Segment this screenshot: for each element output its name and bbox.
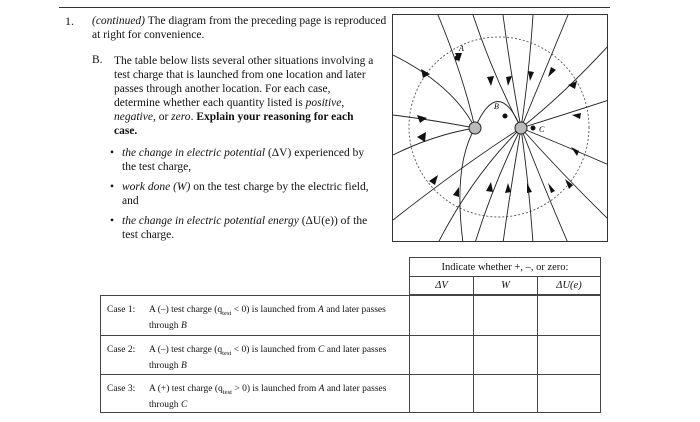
- or-word: or: [158, 111, 169, 123]
- field-line: [503, 128, 521, 242]
- list-item: • work done (W) on the test charge by the electric field, and: [110, 181, 369, 207]
- answer-cell-delta-u[interactable]: [538, 336, 600, 375]
- arrowhead: [528, 71, 534, 81]
- bullet-rest: (ΔV) experienced by the test charge,: [122, 147, 365, 173]
- case-sign: A (–) test charge (q: [149, 305, 223, 315]
- field-lines: [393, 15, 608, 242]
- question-number: 1.: [65, 14, 74, 28]
- case-cond: > 0) is launched from: [232, 384, 317, 394]
- bullet-italic: work done (W): [122, 181, 191, 193]
- qty-positive: positive: [305, 97, 342, 109]
- case-description: [149, 383, 404, 411]
- arrowhead: [487, 76, 494, 86]
- field-line: [473, 15, 521, 128]
- table-row: [101, 374, 600, 413]
- continued-label: (continued): [92, 15, 146, 27]
- label-b: B: [494, 102, 499, 111]
- case-from: A: [318, 384, 325, 394]
- equipotential-circle: [409, 37, 589, 217]
- case-cond: < 0) is launched from: [231, 305, 316, 315]
- answer-cell-work[interactable]: [474, 296, 537, 335]
- field-line: [521, 15, 533, 128]
- left-charge: [469, 122, 481, 134]
- point-b: [503, 114, 508, 119]
- col-delta-v: ΔV: [435, 280, 448, 291]
- field-line: [521, 128, 608, 165]
- field-line: [521, 45, 608, 128]
- field-diagram-svg: [393, 15, 608, 242]
- label-c: C: [539, 125, 545, 134]
- part-b-body: The table below lists several other situations involving a test charge that is launched from one location and later passes through another location. For each case, determine whether each quantity listed is: [114, 55, 374, 109]
- arrowhead: [429, 175, 438, 185]
- intro-rest: The diagram from the preceding page is reproduced at right for convenience.: [92, 15, 387, 41]
- answer-cell-work[interactable]: [474, 336, 537, 375]
- case-mid: and later passes through: [149, 345, 387, 371]
- col-delta-u: ΔU(e): [556, 280, 582, 291]
- part-b-letter: B.: [92, 54, 103, 66]
- quantity-list: [108, 146, 378, 248]
- case-table: [100, 295, 601, 413]
- arrowhead: [417, 115, 427, 123]
- label-a: A: [459, 44, 464, 53]
- field-line: [438, 15, 475, 128]
- bullet-rest: (ΔU(e)) of the test charge.: [122, 215, 368, 241]
- answer-cell-delta-v[interactable]: [410, 296, 473, 335]
- answer-cell-delta-v[interactable]: [410, 375, 473, 413]
- case-to: B: [180, 360, 187, 371]
- list-item: • the change in electric potential energy (ΔU(e)) of the test charge.: [110, 215, 368, 241]
- table-row: [101, 335, 600, 375]
- case-number: Case 1:: [107, 305, 136, 315]
- part-b-text: The table below lists several other situations involving a test charge that is launched from one location and later passes through another location. For each case, determine whether each quantity listed is positive, negative, or zero. Explain your reasoning for each case.: [114, 55, 374, 137]
- arrowhead: [505, 183, 511, 193]
- case-sub: test: [222, 309, 232, 317]
- intro-text: [92, 14, 392, 42]
- case-to: B: [180, 320, 187, 331]
- arrowhead: [506, 76, 512, 86]
- arrowheads: [417, 53, 581, 197]
- case-sub: test: [222, 349, 232, 357]
- case-sub: test: [222, 388, 233, 396]
- field-line: [393, 128, 475, 155]
- case-number: Case 3:: [107, 384, 136, 394]
- case-mid: and later passes through: [149, 305, 386, 331]
- bullet-italic: the change in electric potential: [122, 147, 266, 159]
- arrowhead: [571, 147, 579, 156]
- bullet-rest: on the test charge by the electric field, and: [122, 181, 369, 207]
- right-charge: [515, 122, 527, 134]
- arrowhead: [453, 187, 459, 197]
- top-rule: [59, 7, 610, 8]
- answer-header-title: Indicate whether +, –, or zero:: [441, 262, 569, 273]
- col-work: W: [501, 280, 510, 291]
- arrowhead: [548, 183, 555, 193]
- answer-cell-delta-u[interactable]: [538, 375, 600, 413]
- table-row: [101, 296, 600, 335]
- case-sign: A (+) test charge (q: [149, 384, 223, 394]
- case-from: C: [318, 345, 325, 355]
- case-to: C: [180, 399, 188, 410]
- case-from: A: [318, 305, 324, 315]
- field-diagram: [392, 14, 608, 242]
- case-sign: A (–) test charge (q: [149, 345, 223, 355]
- answer-cell-delta-u[interactable]: [538, 296, 600, 335]
- arrowhead: [548, 67, 556, 77]
- field-line: [475, 128, 521, 242]
- explain-instruction: Explain your reasoning for each case.: [114, 111, 354, 137]
- arrowhead: [486, 182, 493, 192]
- arrowhead: [572, 113, 581, 119]
- bullet-italic: the change in electric potential energy: [122, 215, 299, 227]
- field-line: [521, 100, 608, 128]
- qty-negative: negative: [114, 111, 153, 123]
- arrowhead: [527, 183, 532, 193]
- arrowhead: [417, 132, 426, 142]
- answer-cell-delta-v[interactable]: [410, 336, 473, 375]
- answer-header: [409, 257, 601, 295]
- qty-zero: zero: [171, 111, 191, 123]
- case-mid: and later passes through: [149, 384, 387, 410]
- case-description: [149, 344, 404, 372]
- point-c: [531, 126, 536, 131]
- point-a: [455, 56, 460, 61]
- case-cond: < 0) is launched from: [231, 345, 316, 355]
- answer-cell-work[interactable]: [474, 375, 537, 413]
- field-line: [393, 115, 475, 128]
- list-item: • the change in electric potential (ΔV) experienced by the test charge,: [110, 147, 365, 173]
- case-number: Case 2:: [107, 345, 136, 355]
- case-description: [149, 304, 404, 332]
- field-line: [521, 128, 608, 220]
